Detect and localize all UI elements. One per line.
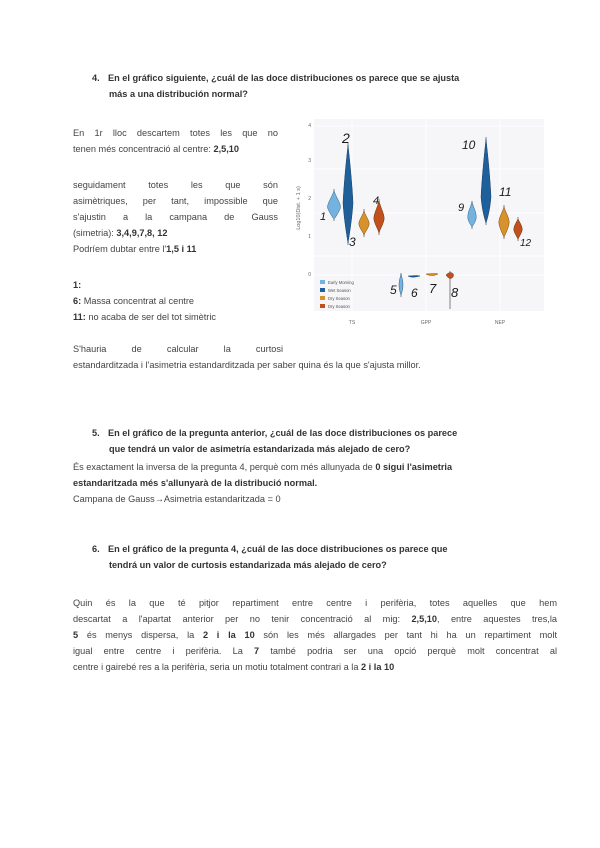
answer-6-line3: 5 és menys dispersa, la 2 i la 10 són les més allargades per tant hi ha un repartiment molt	[73, 630, 557, 640]
x-tick-label: GPP	[420, 320, 432, 326]
answer-4-p1-line2: tenen més concentració al centre: 2,5,10	[73, 144, 239, 154]
handwritten-label: 11	[499, 185, 512, 199]
question-number: 6.	[92, 544, 100, 554]
violin-chart	[286, 113, 551, 328]
legend-entry: Dry Season	[328, 296, 350, 301]
question-5-line1: En el gráfico de la pregunta anterior, ¿cuál de las doce distribuciones os parece	[108, 428, 458, 438]
question-5-line2: que tendrá un valor de asimetría estandarizada más alejado de cero?	[109, 444, 411, 454]
answer-5-line1: És exactament la inversa de la pregunta 4, perquè com més allunyada de 0 sigui l'asimetria	[73, 462, 453, 472]
legend-swatch	[320, 296, 325, 300]
answer-6-line4: igual entre centre i perifèria. La 7 també podria ser una opció perquè molt concentrat al	[73, 646, 557, 656]
y-tick-label: 3	[308, 158, 311, 164]
handwritten-label: 1	[320, 211, 327, 223]
legend-swatch	[320, 304, 325, 308]
answer-4-item-6: 6: Massa concentrat al centre	[73, 296, 195, 306]
handwritten-label: 7	[429, 281, 437, 296]
question-6-line2: tendrá un valor de curtosis estandarizada más alejado de cero?	[109, 560, 387, 570]
legend-entry: Dry Season	[328, 304, 350, 309]
question-6-line1: En el gráfico de la pregunta 4, ¿cuál de las doce distribuciones os parece que	[108, 544, 448, 554]
answer-4-p2-line2: asimètriques, per tant, impossible que	[73, 196, 278, 206]
question-number: 4.	[92, 73, 100, 83]
answer-6	[73, 595, 557, 675]
answer-6-line2: descartat a l'apartat anterior per no tenir concentració al mig: 2,5,10, entre aquestes tres,la	[73, 614, 557, 624]
answer-5-line3: Campana de Gauss→Asimetria estandaritzada = 0	[73, 494, 281, 504]
handwritten-label: 12	[520, 238, 532, 249]
y-axis-label: Log10(Dist. + 1 s)	[296, 186, 302, 230]
x-tick-label: NEP	[494, 320, 506, 326]
answer-4-item-1: 1:	[73, 280, 82, 290]
answer-4-conclusion-line1: S'hauria de calcular la curtosi	[73, 344, 283, 354]
x-tick-label: TS	[348, 320, 356, 326]
question-5	[92, 425, 562, 457]
y-tick-label: 2	[308, 196, 311, 202]
answer-4-item-11: 11: no acaba de ser del tot simètric	[73, 312, 217, 322]
answer-6-line5: centre i gairebé res a la perifèria, seria un motiu totalment contrari a la 2 i la 10	[73, 662, 395, 672]
handwritten-label: 9	[458, 202, 465, 214]
answer-4-column	[73, 125, 278, 325]
answer-5	[73, 459, 553, 507]
handwritten-label: 6	[411, 286, 418, 300]
handwritten-label: 2	[342, 130, 350, 146]
legend-entry: Early Morning	[328, 280, 354, 285]
answer-4-p1-line1: En 1r lloc descartem totes les que no	[73, 128, 278, 138]
question-6	[92, 541, 562, 573]
handwritten-label: 4	[373, 195, 380, 207]
handwritten-label: 10	[462, 138, 476, 152]
answer-4-p2-line1: seguidament totes les que són	[73, 180, 278, 190]
question-number: 5.	[92, 428, 100, 438]
y-tick-label: 0	[308, 272, 311, 278]
answer-4-p3: Podríem dubtar entre l'1,5 i 11	[73, 244, 197, 254]
answer-4-p2-line3: s'ajustin a la campana de Gauss	[73, 212, 278, 222]
answer-4-conclusion-line2: estandarditzada i l'asimetria estandarditzada per saber quina és la que s'ajusta millor.	[73, 360, 421, 370]
answer-6-line1: Quin és la que té pitjor repartiment entre centre i perifèria, totes aquelles que hem	[73, 598, 557, 608]
answer-5-line2: estandaritzada més s'allunyarà de la distribució normal.	[73, 478, 318, 488]
legend-swatch	[320, 288, 325, 292]
question-4	[92, 70, 552, 102]
answer-4-p2-line4: (simetria): 3,4,9,7,8, 12	[73, 228, 168, 238]
legend-entry: Wet Season	[328, 288, 351, 293]
handwritten-label: 5	[390, 283, 397, 297]
question-4-line1: En el gráfico siguiente, ¿cuál de las doce distribuciones os parece que se ajusta	[108, 73, 460, 83]
y-tick-label: 4	[308, 123, 311, 129]
y-tick-label: 1	[308, 234, 311, 240]
question-4-line2: más a una distribución normal?	[109, 89, 248, 99]
handwritten-label: 3	[349, 235, 356, 249]
handwritten-label: 8	[451, 285, 459, 300]
legend-swatch	[320, 280, 325, 284]
